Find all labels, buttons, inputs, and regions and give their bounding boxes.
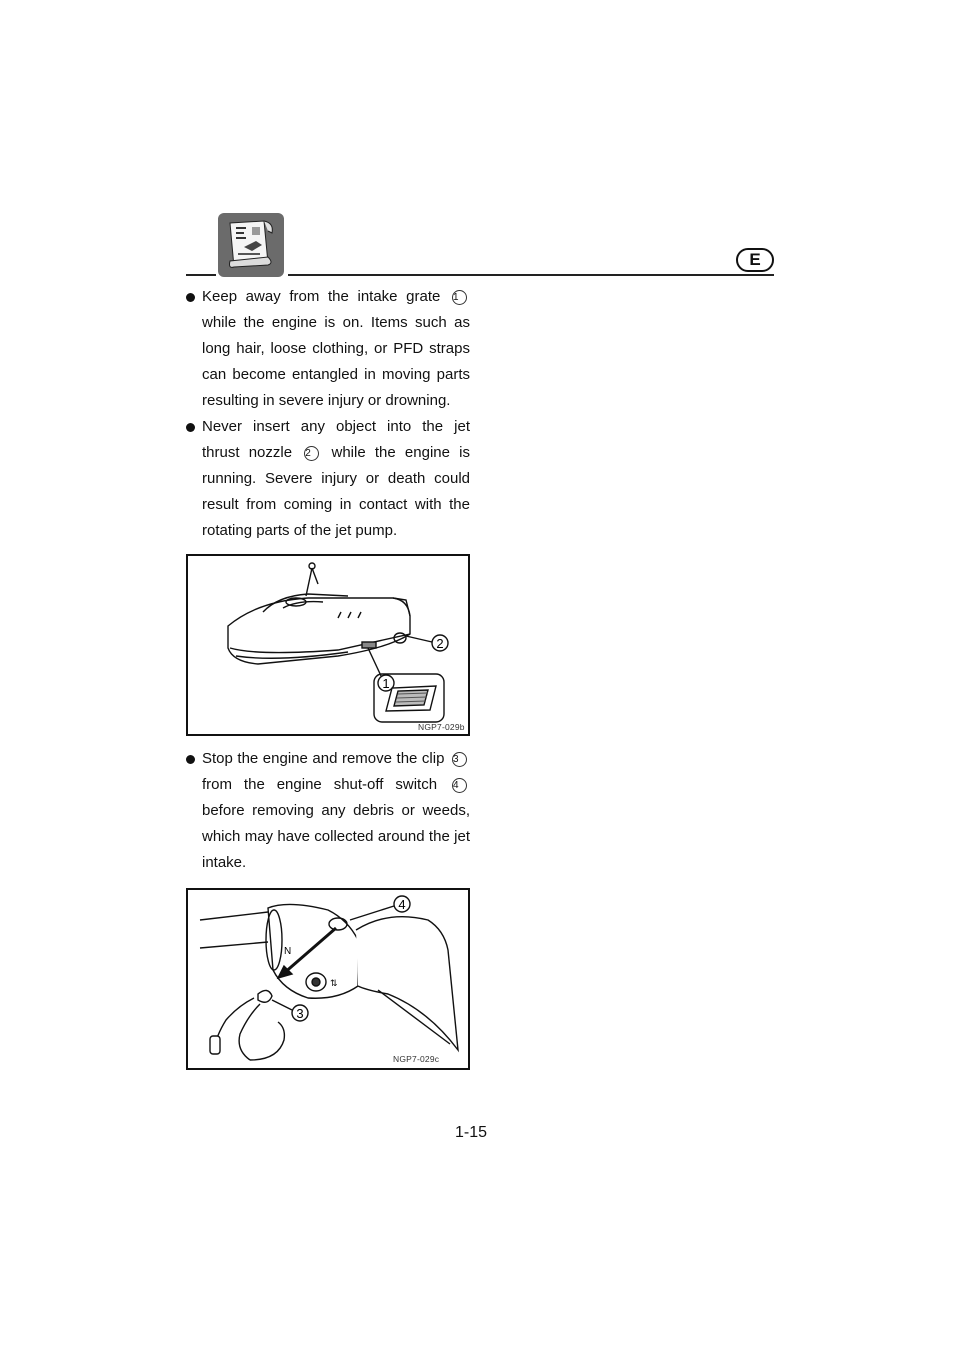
figure-shutoff-switch bbox=[186, 888, 470, 1070]
bullet-text: before removing any debris or weeds, which may have collected around the jet intake. bbox=[202, 802, 470, 871]
language-badge: E bbox=[736, 248, 774, 272]
bullet-text: from the engine shut-off switch bbox=[202, 776, 449, 793]
callout-number: 3 bbox=[452, 752, 467, 767]
figure-code: NGP7-029c bbox=[393, 1054, 440, 1064]
figure2-callout-4: 4 bbox=[398, 897, 406, 912]
header-rule-right bbox=[288, 274, 774, 276]
owners-manual-icon bbox=[218, 213, 284, 277]
header-rule-left bbox=[186, 274, 216, 276]
bullet-jet-nozzle bbox=[186, 414, 470, 544]
svg-text:N: N bbox=[284, 946, 292, 957]
bullet-dot bbox=[186, 423, 195, 432]
callout-number: 1 bbox=[452, 290, 467, 305]
bullet-text: while the engine is running. Severe injury or death could result from coming in contact with the rotating parts of the jet pump. bbox=[202, 444, 470, 539]
figure-watercraft-intake bbox=[186, 554, 470, 736]
bullet-text: Never insert any object into the jet thrust nozzle bbox=[202, 418, 470, 461]
figure-code: NGP7-029b bbox=[418, 722, 465, 732]
bullet-stop-engine bbox=[186, 746, 470, 876]
figure1-callout-2: 2 bbox=[436, 636, 444, 651]
bullet-dot bbox=[186, 755, 195, 764]
page-number: 1-15 bbox=[455, 1124, 488, 1141]
callout-number: 2 bbox=[304, 446, 319, 461]
bullet-text: while the engine is on. Items such as long hair, loose clothing, or PFD straps can become entangled in moving parts resulting in severe injury or drowning. bbox=[202, 314, 470, 409]
bullet-text: Stop the engine and remove the clip bbox=[202, 750, 449, 767]
figure1-callout-1: 1 bbox=[382, 676, 390, 691]
callout-number: 4 bbox=[452, 778, 467, 793]
bullet-dot bbox=[186, 293, 195, 302]
bullet-text: Keep away from the intake grate bbox=[202, 288, 449, 305]
page-content bbox=[186, 284, 470, 1070]
figure2-callout-3: 3 bbox=[296, 1006, 304, 1021]
svg-text:⇅: ⇅ bbox=[330, 978, 338, 988]
bullet-intake-grate bbox=[186, 284, 470, 414]
